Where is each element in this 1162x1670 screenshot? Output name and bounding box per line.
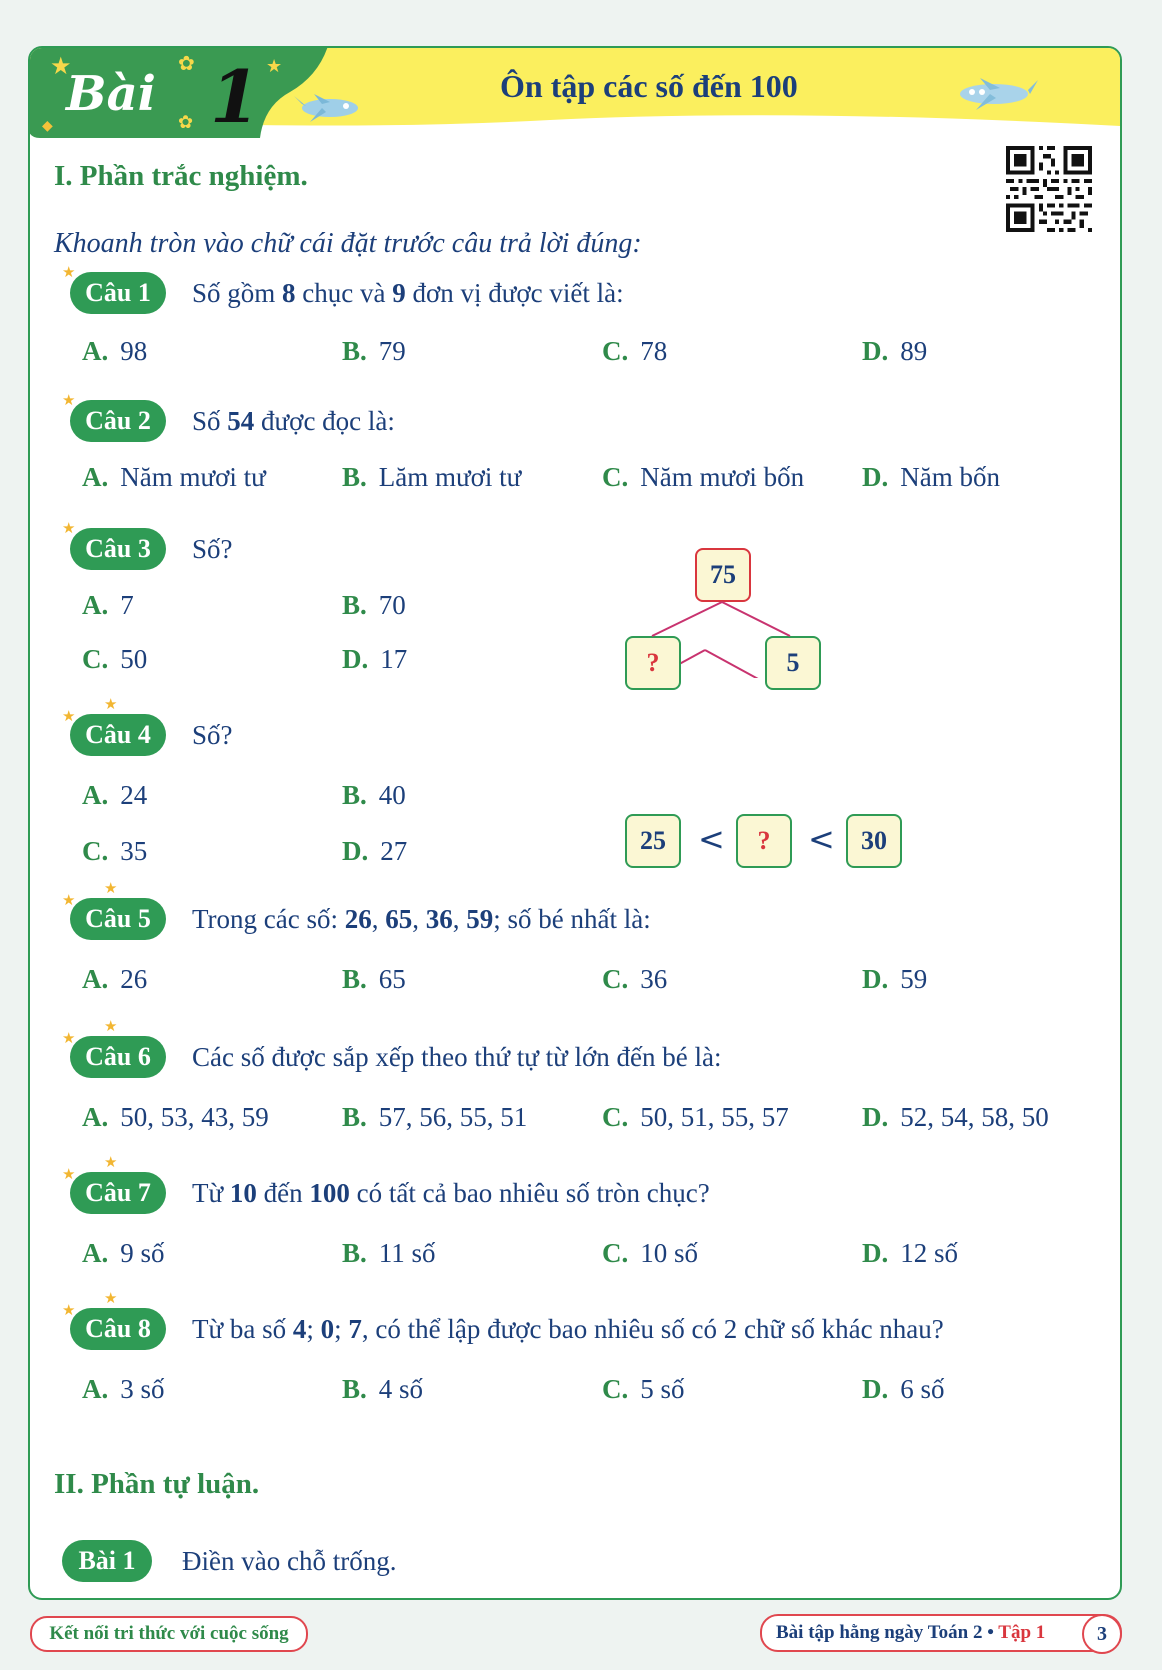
option-a[interactable]: A. 98 bbox=[82, 336, 148, 366]
option-a[interactable]: A. 7 bbox=[82, 590, 134, 620]
page-title: Ôn tập các số đến 100 bbox=[500, 68, 798, 104]
compare-left: 25 bbox=[625, 814, 681, 868]
badge-number: 1 bbox=[210, 54, 261, 139]
question-text: Số? bbox=[192, 720, 233, 750]
option-d[interactable]: D. 52, 54, 58, 50 bbox=[862, 1102, 1049, 1132]
option-c[interactable]: C. 50 bbox=[82, 644, 148, 674]
section-title-multiple-choice: I. Phần trắc nghiệm. bbox=[54, 160, 308, 192]
question-tag: Câu 2 bbox=[70, 400, 166, 442]
less-than-sign: < bbox=[808, 820, 835, 858]
star-icon: ★ bbox=[62, 1167, 76, 1183]
option-c[interactable]: C. 5 số bbox=[602, 1374, 685, 1404]
option-b[interactable]: B. Lăm mươi tư bbox=[342, 462, 522, 492]
option-c[interactable]: C. 35 bbox=[82, 836, 148, 866]
number-bond-right: 5 bbox=[765, 636, 821, 690]
question-tag: Câu 8 bbox=[70, 1308, 166, 1350]
star-icon: ★ bbox=[62, 265, 76, 281]
question-text: Trong các số: 26, 65, 36, 59; số bé nhất là: bbox=[192, 904, 651, 934]
qr-code[interactable] bbox=[1006, 146, 1092, 232]
star-icon: ★ bbox=[62, 1303, 76, 1319]
star-icon: ★ bbox=[104, 697, 118, 713]
exercise-tag: Bài 1 bbox=[62, 1540, 152, 1582]
number-bond-left-blank[interactable]: ? bbox=[625, 636, 681, 690]
option-d[interactable]: D. 59 bbox=[862, 964, 928, 994]
option-a[interactable]: A. 24 bbox=[82, 780, 148, 810]
option-a[interactable]: A. 9 số bbox=[82, 1238, 165, 1268]
option-b[interactable]: B. 40 bbox=[342, 780, 406, 810]
star-icon: ★ bbox=[62, 893, 76, 909]
question-text: Các số được sắp xếp theo thứ tự từ lớn đến bé là: bbox=[192, 1042, 722, 1072]
question-text: Số 54 được đọc là: bbox=[192, 406, 395, 436]
question-tag: Câu 1 bbox=[70, 272, 166, 314]
number-bond-top: 75 bbox=[695, 548, 751, 602]
option-d[interactable]: D. 27 bbox=[342, 836, 408, 866]
question-tag: Câu 7 bbox=[70, 1172, 166, 1214]
svg-text:★: ★ bbox=[50, 54, 72, 80]
question-text: Số gồm 8 chục và 9 đơn vị được viết là: bbox=[192, 278, 624, 308]
star-icon: ★ bbox=[62, 709, 76, 725]
star-icon: ★ bbox=[62, 521, 76, 537]
option-d[interactable]: D. 12 số bbox=[862, 1238, 959, 1268]
compare-blank[interactable]: ? bbox=[736, 814, 792, 868]
instruction-text: Khoanh tròn vào chữ cái đặt trước câu trả lời đúng: bbox=[54, 228, 642, 259]
option-a[interactable]: A. 26 bbox=[82, 964, 148, 994]
star-icon: ★ bbox=[104, 1291, 118, 1307]
option-b[interactable]: B. 57, 56, 55, 51 bbox=[342, 1102, 528, 1132]
option-b[interactable]: B. 11 số bbox=[342, 1238, 436, 1268]
question-tag: Câu 5 bbox=[70, 898, 166, 940]
question-text: Từ ba số 4; 0; 7, có thể lập được bao nhiêu số có 2 chữ số khác nhau? bbox=[192, 1314, 944, 1344]
option-b[interactable]: B. 65 bbox=[342, 964, 406, 994]
option-b[interactable]: B. 70 bbox=[342, 590, 406, 620]
svg-text:✿: ✿ bbox=[178, 53, 195, 75]
option-d[interactable]: D. Năm bốn bbox=[862, 462, 1000, 492]
star-icon: ★ bbox=[62, 393, 76, 409]
option-c[interactable]: C. Năm mươi bốn bbox=[602, 462, 805, 492]
exercise-text: Điền vào chỗ trống. bbox=[182, 1546, 397, 1576]
badge-word: Bài bbox=[66, 66, 156, 122]
svg-text:✿: ✿ bbox=[178, 112, 194, 132]
option-a[interactable]: A. 50, 53, 43, 59 bbox=[82, 1102, 269, 1132]
less-than-sign: < bbox=[698, 820, 725, 858]
option-b[interactable]: B. 4 số bbox=[342, 1374, 424, 1404]
question-tag: Câu 6 bbox=[70, 1036, 166, 1078]
option-c[interactable]: C. 50, 51, 55, 57 bbox=[602, 1102, 789, 1132]
star-icon: ★ bbox=[62, 1031, 76, 1047]
number-bond-connector bbox=[620, 600, 800, 640]
option-a[interactable]: A. Năm mươi tư bbox=[82, 462, 266, 492]
option-c[interactable]: C. 78 bbox=[602, 336, 668, 366]
question-tag: Câu 4 bbox=[70, 714, 166, 756]
footer-book: Bài tập hằng ngày Toán 2 • Tập 1 3 bbox=[760, 1614, 1122, 1652]
option-c[interactable]: C. 36 bbox=[602, 964, 668, 994]
footer-series: Kết nối tri thức với cuộc sống bbox=[30, 1616, 308, 1652]
question-tag: Câu 3 bbox=[70, 528, 166, 570]
option-d[interactable]: D. 89 bbox=[862, 336, 928, 366]
plane-icon bbox=[950, 72, 1040, 112]
option-d[interactable]: D. 17 bbox=[342, 644, 408, 674]
option-a[interactable]: A. 3 số bbox=[82, 1374, 165, 1404]
option-c[interactable]: C. 10 số bbox=[602, 1238, 699, 1268]
svg-text:★: ★ bbox=[266, 56, 283, 76]
question-text: Số? bbox=[192, 534, 233, 564]
page-number: 3 bbox=[1082, 1614, 1122, 1654]
option-d[interactable]: D. 6 số bbox=[862, 1374, 945, 1404]
option-b[interactable]: B. 79 bbox=[342, 336, 406, 366]
question-text: Từ 10 đến 100 có tất cả bao nhiêu số tròn chục? bbox=[192, 1178, 710, 1208]
compare-right: 30 bbox=[846, 814, 902, 868]
star-icon: ★ bbox=[104, 881, 118, 897]
star-icon: ★ bbox=[104, 1155, 118, 1171]
page-frame bbox=[28, 46, 1122, 1600]
section-title-essay: II. Phần tự luận. bbox=[54, 1468, 260, 1500]
plane-icon bbox=[292, 90, 364, 124]
svg-text:◆: ◆ bbox=[42, 119, 53, 134]
star-icon: ★ bbox=[104, 1019, 118, 1035]
